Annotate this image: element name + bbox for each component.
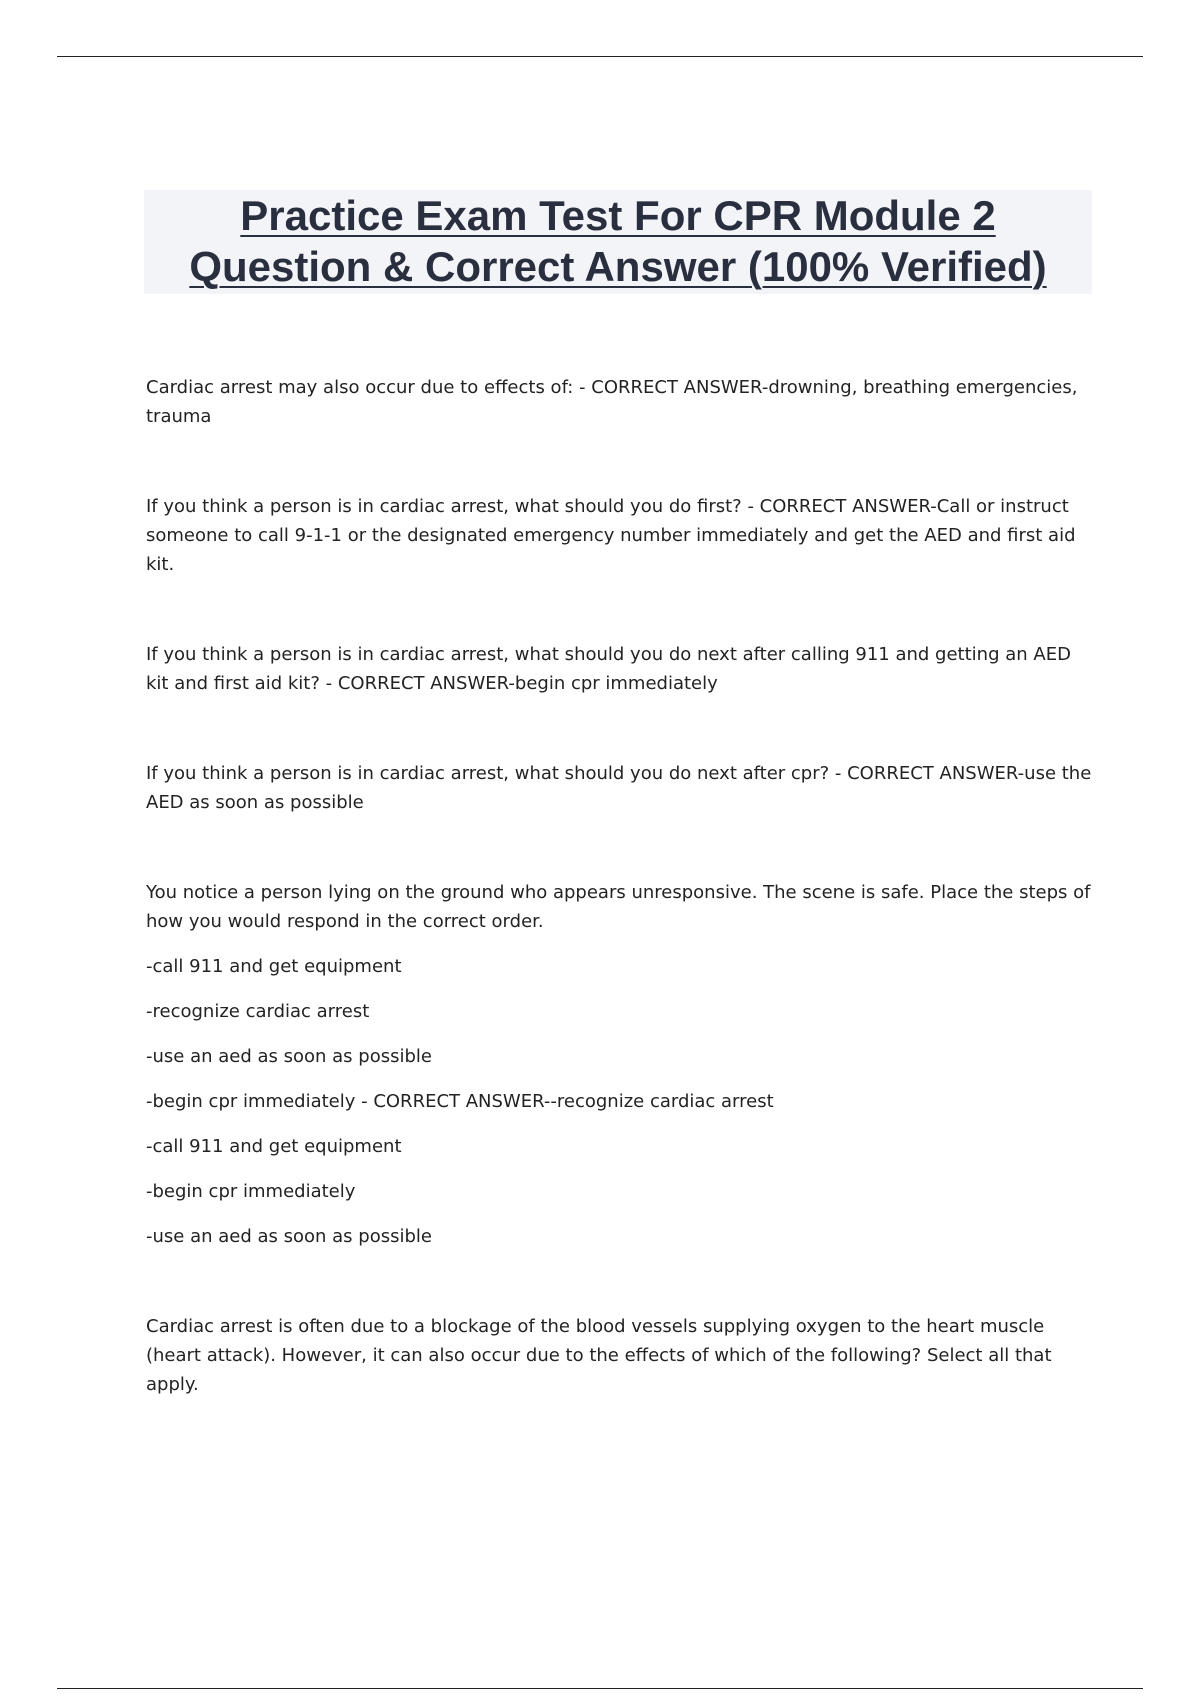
title-line-1	[144, 190, 1092, 241]
step-item: -begin cpr immediately - CORRECT ANSWER--recognize cardiac arrest	[146, 1091, 774, 1112]
top-rule	[57, 56, 1143, 57]
question-answer-5: You notice a person lying on the ground who appears unresponsive. The scene is safe. Place the steps of how you would respond in the correct order.	[146, 882, 1091, 932]
step-item: -use an aed as soon as possible	[146, 1046, 432, 1067]
spacer	[146, 698, 1096, 759]
spacer	[146, 431, 1096, 492]
title-line-1-text: Practice Exam Test For CPR Module 2	[240, 192, 996, 239]
spacer	[146, 1251, 1096, 1312]
step-item: -call 911 and get equipment	[146, 956, 402, 977]
question-answer-4: If you think a person is in cardiac arrest, what should you do next after cpr? - CORRECT ANSWER-use the AED as soon as possible	[146, 763, 1092, 813]
step-item: -use an aed as soon as possible	[146, 1226, 432, 1247]
question-list	[146, 373, 1096, 1399]
title-line-2	[144, 241, 1092, 292]
question-answer-3: If you think a person is in cardiac arrest, what should you do next after calling 911 and getting an AED kit and first aid kit? - CORRECT ANSWER-begin cpr immediately	[146, 644, 1071, 694]
question-answer-6: Cardiac arrest is often due to a blockage of the blood vessels supplying oxygen to the heart muscle (heart attack). However, it can also occur due to the effects of which of the following? Select all that apply.	[146, 1316, 1052, 1395]
question-answer-2: If you think a person is in cardiac arrest, what should you do first? - CORRECT ANSWER-Call or instruct someone to call 9-1-1 or the designated emergency number immediately and get the AED and first aid kit.	[146, 496, 1076, 575]
step-item: -begin cpr immediately	[146, 1181, 356, 1202]
spacer	[146, 817, 1096, 878]
spacer	[146, 579, 1096, 640]
step-item: -recognize cardiac arrest	[146, 1001, 370, 1022]
title-line-2-text: Question & Correct Answer (100% Verified)	[189, 243, 1047, 290]
question-answer-1: Cardiac arrest may also occur due to effects of: - CORRECT ANSWER-drowning, breathing emergencies, trauma	[146, 377, 1078, 427]
step-item: -call 911 and get equipment	[146, 1136, 402, 1157]
document-title	[144, 190, 1092, 294]
bottom-rule	[57, 1688, 1143, 1689]
